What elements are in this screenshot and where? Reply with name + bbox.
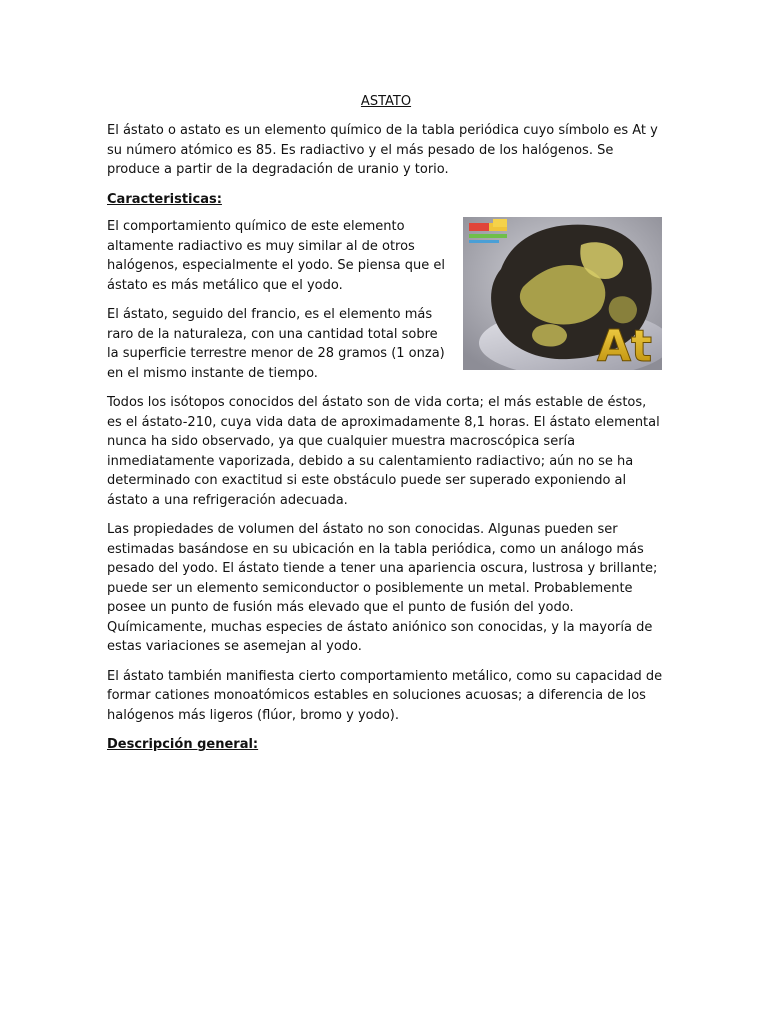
metallic-paragraph: El ástato también manifiesta cierto comportamiento metálico, como su capacidad de formar cationes monoatómicos estables en soluciones acuosas; a diferencia de los halógenos más ligeros (flúor, bromo y yodo). [107, 668, 663, 723]
properties-paragraph: Las propiedades de volumen del ástato no son conocidas. Algunas pueden ser estimadas basándose en su ubicación en la tabla periódica, como un análogo más pesado del yodo. El ástato tiende a tener una apariencia oscura, lustrosa y brillante; puede ser un elemento semiconductor o posiblemente un metal. Probablemente posee un punto de fusión más elevado que el punto de fusión del yodo. Químicamente, muchas especies de ástato aniónico son conocidas, y la mayoría de estas variaciones se asemejan al yodo. [107, 522, 658, 654]
characteristics-heading: Caracteristicas: [107, 191, 222, 207]
astatine-image [463, 217, 662, 370]
document-page [107, 92, 665, 763]
characteristics-block [107, 217, 665, 383]
isotopes-paragraph: Todos los isótopos conocidos del ástato son de vida corta; el más estable de éstos, es el ástato-210, cuya vida data de aproximadamente 8,1 horas. El ástato elemental nunca ha sido observado, ya que cualquier muestra macroscópica sería inmediatamente vaporizada, debido a su calentamiento radiactivo; aún no se ha determinado con exactitud si este obstáculo puede ser superado exponiendo al ástato a una refrigeración adecuada. [107, 395, 660, 508]
astatine-photo [463, 217, 662, 370]
element-symbol: At [597, 321, 653, 370]
intro-paragraph: El ástato o astato es un elemento químico de la tabla periódica cuyo símbolo es At y su número atómico es 85. Es radiactivo y el más pesado de los halógenos. Se produce a partir de la degradación de uranio y torio. [107, 123, 658, 177]
description-heading: Descripción general: [107, 737, 259, 752]
rarity-paragraph: El ástato, seguido del francio, es el elemento más raro de la naturaleza, con una cantidad total sobre la superficie terrestre menor de 28 gramos (1 onza) en el mismo instante de tiempo. [107, 307, 445, 381]
behavior-paragraph: El comportamiento químico de este elemento altamente radiactivo es muy similar al de otros halógenos, especialmente el yodo. Se piensa que el ástato es más metálico que el yodo. [107, 219, 445, 293]
document-title: ASTATO [360, 94, 412, 109]
